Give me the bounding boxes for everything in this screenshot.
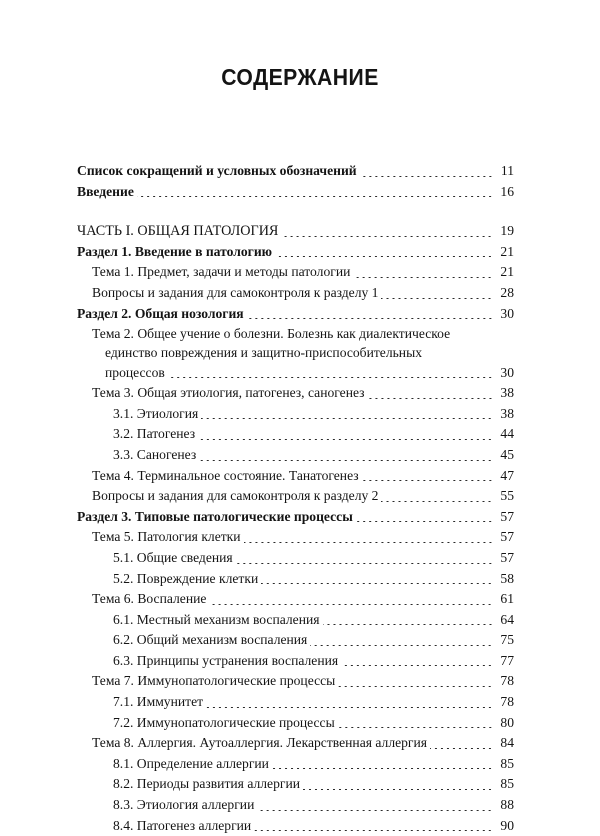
toc-entry-label: 3.3. Саногенез [113,446,197,462]
toc-page-number: 78 [500,694,514,710]
toc-page-number: 77 [500,652,514,668]
dot-leader [254,830,493,831]
dot-leader [360,176,493,177]
toc-entry-label: 7.2. Иммунопатологические процессы [113,714,335,730]
toc-entry-label: 5.2. Повреждение клетки [113,570,259,586]
dot-leader [199,460,493,461]
toc-page-number: 57 [500,529,514,545]
toc-entry-label: Тема 4. Терминальное состояние. Танатогенез [92,467,359,483]
toc-entry-label: 8.4. Патогенез аллергии [113,817,252,833]
toc-page-number: 45 [500,446,514,462]
toc-entry-label: Вопросы и задания для самоконтроля к разделу 2 [92,488,379,504]
toc-topic-entry[interactable] [77,486,514,507]
toc-topic-entry[interactable] [77,466,514,487]
toc-page-number: 21 [500,243,514,259]
toc-subtopic-entry[interactable] [77,630,514,651]
dot-leader [257,810,493,811]
toc-entry-label: Список сокращений и условных обозначений [77,163,357,178]
toc-page-number: 75 [500,632,514,648]
toc-entry-label-line: Тема 2. Общее учение о болезни. Болезнь как диалектическое [92,326,451,342]
toc-page-number: 47 [500,467,514,483]
dot-leader [272,768,493,769]
toc-entry-label: Раздел 2. Общая нозология [77,305,244,321]
toc-entry-label: 8.2. Периоды развития аллергии [113,776,301,792]
dot-leader [338,727,493,728]
toc-page-number: 55 [500,488,514,504]
toc-section-3[interactable] [77,507,514,528]
toc-subtopic-entry[interactable] [77,569,514,590]
toc-subtopic-entry[interactable] [77,774,514,795]
table-of-contents [77,161,514,836]
dot-leader [261,583,493,584]
toc-subtopic-entry[interactable] [77,713,514,734]
toc-page-number: 57 [500,508,514,524]
toc-page-number: 80 [500,714,514,730]
toc-page-number: 38 [500,405,514,421]
toc-topic-2[interactable] [77,324,514,383]
toc-page-number: 78 [500,673,514,689]
toc-page-number: 85 [500,776,514,792]
dot-leader [281,236,493,237]
dot-leader [198,439,493,440]
dot-leader [137,196,493,197]
toc-page-number: 30 [500,365,514,381]
toc-subtopic-entry[interactable] [77,610,514,631]
toc-page-number: 57 [500,549,514,565]
toc-entry-label: Раздел 3. Типовые патологические процессы [77,508,353,524]
toc-topic-entry[interactable] [77,383,514,404]
dot-leader [206,707,493,708]
toc-entry-label: Тема 8. Аллергия. Аутоаллергия. Лекарственная аллергия [92,735,428,751]
toc-page-number: 84 [500,735,514,751]
toc-page-number: 90 [500,817,514,833]
toc-entry-label: 5.1. Общие сведения [113,549,233,565]
toc-topic-entry[interactable] [77,527,514,548]
dot-leader [381,298,493,299]
toc-entry-label: 8.1. Определение аллергии [113,755,269,771]
dot-leader [368,398,493,399]
toc-section-2[interactable] [77,304,514,325]
dot-leader [323,624,493,625]
toc-page-number: 11 [500,163,514,178]
dot-leader [247,318,493,319]
toc-entry-label: Вопросы и задания для самоконтроля к разделу 1 [92,284,379,300]
toc-subtopic-entry[interactable] [77,651,514,672]
dot-leader [353,277,493,278]
page-title: СОДЕРЖАНИЕ [221,64,379,90]
toc-topic-entry[interactable] [77,733,514,754]
toc-page-number: 44 [500,426,514,442]
toc-topic-entry[interactable] [77,671,514,692]
toc-subtopic-entry[interactable] [77,548,514,569]
toc-topic-entry[interactable] [77,283,514,304]
toc-subtopic-entry[interactable] [77,692,514,713]
toc-subtopic-entry[interactable] [77,754,514,775]
toc-subtopic-entry[interactable] [77,424,514,445]
toc-page-number: 16 [500,183,514,199]
toc-entry-label-line: единство повреждения и защитно-приспособительных [105,345,423,361]
toc-entry-label-line: процессов [105,365,165,381]
toc-entry-label: 8.3. Этиология аллергии [113,797,255,813]
toc-section-1[interactable] [77,242,514,263]
toc-subtopic-entry[interactable] [77,404,514,425]
toc-topic-entry[interactable] [77,262,514,283]
dot-leader [201,418,493,419]
toc-entry-label: Тема 1. Предмет, задачи и методы патологии [92,264,351,280]
toc-subtopic-entry[interactable] [77,795,514,816]
toc-page-number: 58 [500,570,514,586]
dot-leader [430,748,493,749]
dot-leader [303,789,493,790]
toc-page-number: 28 [500,284,514,300]
toc-entry-label: 6.1. Местный механизм воспаления [113,611,320,627]
toc-entry-label: 3.1. Этиология [113,405,199,421]
toc-page-number: 85 [500,755,514,771]
toc-entry-label: 6.2. Общий механизм воспаления [113,632,308,648]
dot-leader [381,501,493,502]
toc-page-number: 38 [500,385,514,401]
dot-leader [275,256,493,257]
toc-entry-label: Тема 6. Воспаление [92,591,207,607]
dot-leader [356,521,493,522]
dot-leader [209,604,493,605]
toc-entry-introduction[interactable] [77,182,514,203]
dot-leader [310,645,493,646]
toc-entry-label: Тема 3. Общая этиология, патогенез, саногенез [92,385,365,401]
dot-leader [338,686,493,687]
toc-entry-label: 3.2. Патогенез [113,426,196,442]
dot-leader [362,480,493,481]
toc-page-number: 19 [500,223,514,239]
toc-entry-abbreviations[interactable] [77,161,514,182]
toc-page-number: 30 [500,305,514,321]
toc-entry-label: 6.3. Принципы устранения воспаления [113,652,339,668]
toc-page-number: 21 [500,264,514,280]
toc-page-number: 88 [500,797,514,813]
toc-entry-label: Тема 7. Иммунопатологические процессы [92,673,336,689]
toc-topic-entry[interactable] [77,589,514,610]
dot-leader [244,542,493,543]
toc-page-number: 64 [500,611,514,627]
toc-entry-label: Раздел 1. Введение в патологию [77,243,273,259]
toc-subtopic-entry[interactable] [77,816,514,836]
dot-leader [236,563,493,564]
toc-entry-label: Введение [77,183,134,199]
toc-page-number: 61 [500,591,514,607]
dot-leader [341,665,493,666]
toc-part-1[interactable] [77,221,514,242]
toc-entry-label: ЧАСТЬ I. ОБЩАЯ ПАТОЛОГИЯ [77,223,279,240]
toc-subtopic-entry[interactable] [77,445,514,466]
dot-leader [168,377,493,378]
toc-entry-label: Тема 5. Патология клетки [92,529,241,545]
toc-entry-label: 7.1. Иммунитет [113,694,204,710]
